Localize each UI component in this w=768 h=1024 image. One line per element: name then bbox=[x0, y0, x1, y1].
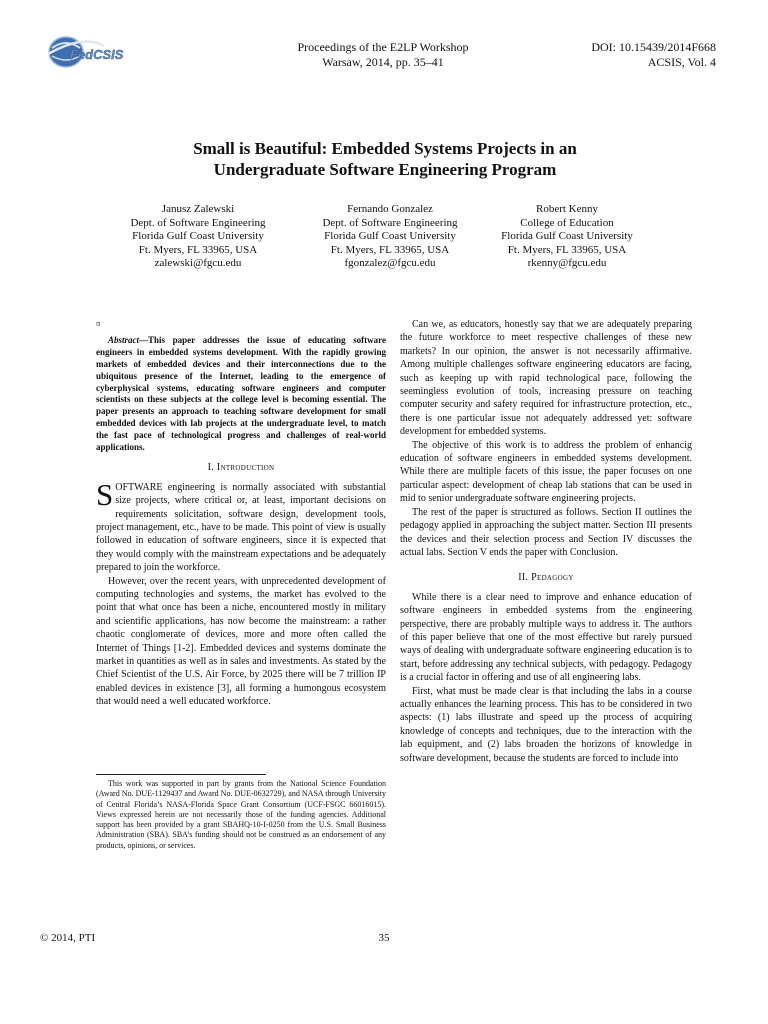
pedagogy-paragraph-2: First, what must be made clear is that including the labs in a course actually enhances the learning process. This has to be considered in two aspects: (1) labs illustrate and speed up the process of acquiring knowledge of concepts and techniques, due to the interaction with the lab equipment, and (2) labs broaden the horizons of knowledge in software development, because the students are forced to include into bbox=[400, 685, 692, 764]
author-block-1 bbox=[103, 203, 293, 271]
pedagogy-paragraph-1: While there is a clear need to improve and enhance education of software engineers in embedded systems from the engineering perspective, there are probably multiple ways to address it. The authors of this paper believe that one of the most effective but rarely pursued ways of dealing with undergraduate software engineering education is to start, before addressing any technical subjects, with pedagogy. Pedagogy is a crucial factor in offering and use of all engineering labs. bbox=[400, 591, 692, 684]
author-dept: Dept. of Software Engineering bbox=[130, 216, 266, 229]
author-email: rkenny@fgcu.edu bbox=[527, 257, 607, 269]
footnote-text: This work was supported in part by grants from the National Science Foundation (Award No. DUE-1129437 and Award No. DUE-0632729), and NASA through University of Central Florida’s NASA-Florida Space Grant Consortium (UCF-FSGC 66016015). Views expressed herein are not necessarily those of the funding agencies. Additional support has been provided by a grant SBAHQ-10-I-0250 from the U.S. Small Business Administration (SBA). SBA’s funding should not be construed as an endorsement of any products, opinions, or services. bbox=[96, 779, 386, 850]
right-paragraph-2: The objective of this work is to address the problem of enhancig education of software engineers in embedded systems development. While there are multiple facets of this issue, the paper focuses on one particular aspect: development of cheap lab stations that can be used in mid to senior undergraduate software engineering projects. bbox=[400, 439, 692, 505]
author-name: Janusz Zalewski bbox=[161, 203, 235, 215]
author-univ: Florida Gulf Coast University bbox=[501, 230, 633, 242]
author-email: fgonzalez@fgcu.edu bbox=[344, 257, 436, 269]
right-paragraph-1: Can we, as educators, honestly say that we are adequately preparing the future workforce to meet respective challenges of these new markets? In our opinion, the answer is not necessarily affirmative. Among multiple challenges software engineering educators are facing, such as keeping up with rapid technological pace, following the seemingless evolution of tools, increasing pressure on teaching computer security and safety required for infrastructure protection, etc., there is one particular issue not adequately addressed yet: software development for embedded systems. bbox=[400, 319, 692, 438]
author-city: Ft. Myers, FL 33965, USA bbox=[138, 243, 258, 256]
proceedings-header bbox=[230, 40, 536, 70]
doi-text: DOI: 10.15439/2014F668 bbox=[591, 40, 716, 54]
abstract bbox=[96, 335, 386, 453]
logo-text: FedCSIS bbox=[70, 47, 124, 62]
footnote-rule bbox=[96, 774, 266, 775]
right-column bbox=[400, 318, 692, 765]
author-dept: Dept. of Software Engineering bbox=[322, 216, 458, 229]
author-email: zalewski@fgcu.edu bbox=[154, 257, 242, 269]
intro-paragraph-2: However, over the recent years, with unprecedented development of computing technologies and systems, the market has evolved to the point that what once has been a niche, encountered mostly in military and scientific applications, has now become the mainstream: a rather chaotic conglomerate of devices, more and more often called the Internet of Things [1-2]. Embedded devices and systems dominate the market in quantities as well as in sales and investments. As stated by the Chief Scientist of the U.S. Air Force, by 2025 there will be 7 trillion IP enabled devices in existence [3], all forming a humongous ecosystem that would need a well educated workforce. bbox=[96, 575, 386, 708]
page-number: 35 bbox=[378, 932, 390, 944]
abstract-text: —This paper addresses the issue of educating software engineers in embedded systems development. With the rapidly growing markets of embedded devices and their interconnections due to the ubiquitous presence of the Internet, leading to the emergence of cyberphysical systems, educating software engineers and computer scientists on these subjects at the college level is becoming essential. The paper presents an approach to teaching software development for small embedded devices with lab projects at the undergraduate level, to match the fast pace of technological progress and challenges of real-world applications. bbox=[96, 335, 386, 452]
abstract-lead: Abstract bbox=[108, 335, 140, 346]
author-city: Ft. Myers, FL 33965, USA bbox=[330, 243, 450, 256]
marker-glyph: ¤ bbox=[96, 319, 101, 329]
paper-title bbox=[130, 138, 640, 180]
author-name: Fernando Gonzalez bbox=[347, 203, 433, 215]
proceedings-location: Warsaw, 2014, pp. 35–41 bbox=[322, 55, 444, 69]
author-univ: Florida Gulf Coast University bbox=[324, 230, 456, 242]
drop-cap: S bbox=[96, 476, 114, 512]
author-block-3 bbox=[472, 203, 662, 271]
author-city: Ft. Myers, FL 33965, USA bbox=[507, 243, 627, 256]
fedcsis-logo bbox=[44, 34, 140, 70]
title-line-2: Undergraduate Software Engineering Program bbox=[213, 160, 557, 179]
author-name: Robert Kenny bbox=[535, 203, 598, 215]
title-line-1: Small is Beautiful: Embedded Systems Projects in an bbox=[193, 139, 577, 158]
right-paragraph-3: The rest of the paper is structured as follows. Section II outlines the pedagogy applied in approaching the subject matter. Section III presents the devices and their selection process and Section IV discusses the actual labs. Section V ends the paper with Conclusion. bbox=[400, 506, 692, 558]
author-block-2 bbox=[295, 203, 485, 271]
section-heading-introduction: I. Introduction bbox=[207, 462, 275, 474]
doi-header bbox=[500, 40, 716, 70]
left-column bbox=[96, 318, 386, 709]
author-dept: College of Education bbox=[520, 216, 614, 229]
intro-caps: OFTWARE bbox=[115, 481, 163, 493]
copyright: © 2014, PTI bbox=[40, 932, 96, 944]
footnote bbox=[96, 779, 386, 851]
intro-p1-text: engineering is normally associated with substantial size projects, where critical or, at least, important decisions on requirements solicitation, software design, development tools, project management, etc., have to be made. This point of view is usually followed in education of software engineers, since it is expected that they would comply with the mainstream expectations and be adequately prepared to join the workforce. bbox=[96, 481, 386, 574]
section-heading-pedagogy: II. Pedagogy bbox=[518, 572, 574, 584]
proceedings-title: Proceedings of the E2LP Workshop bbox=[297, 40, 469, 54]
volume-text: ACSIS, Vol. 4 bbox=[647, 55, 716, 69]
intro-paragraph-1 bbox=[96, 476, 386, 575]
author-univ: Florida Gulf Coast University bbox=[132, 230, 264, 242]
